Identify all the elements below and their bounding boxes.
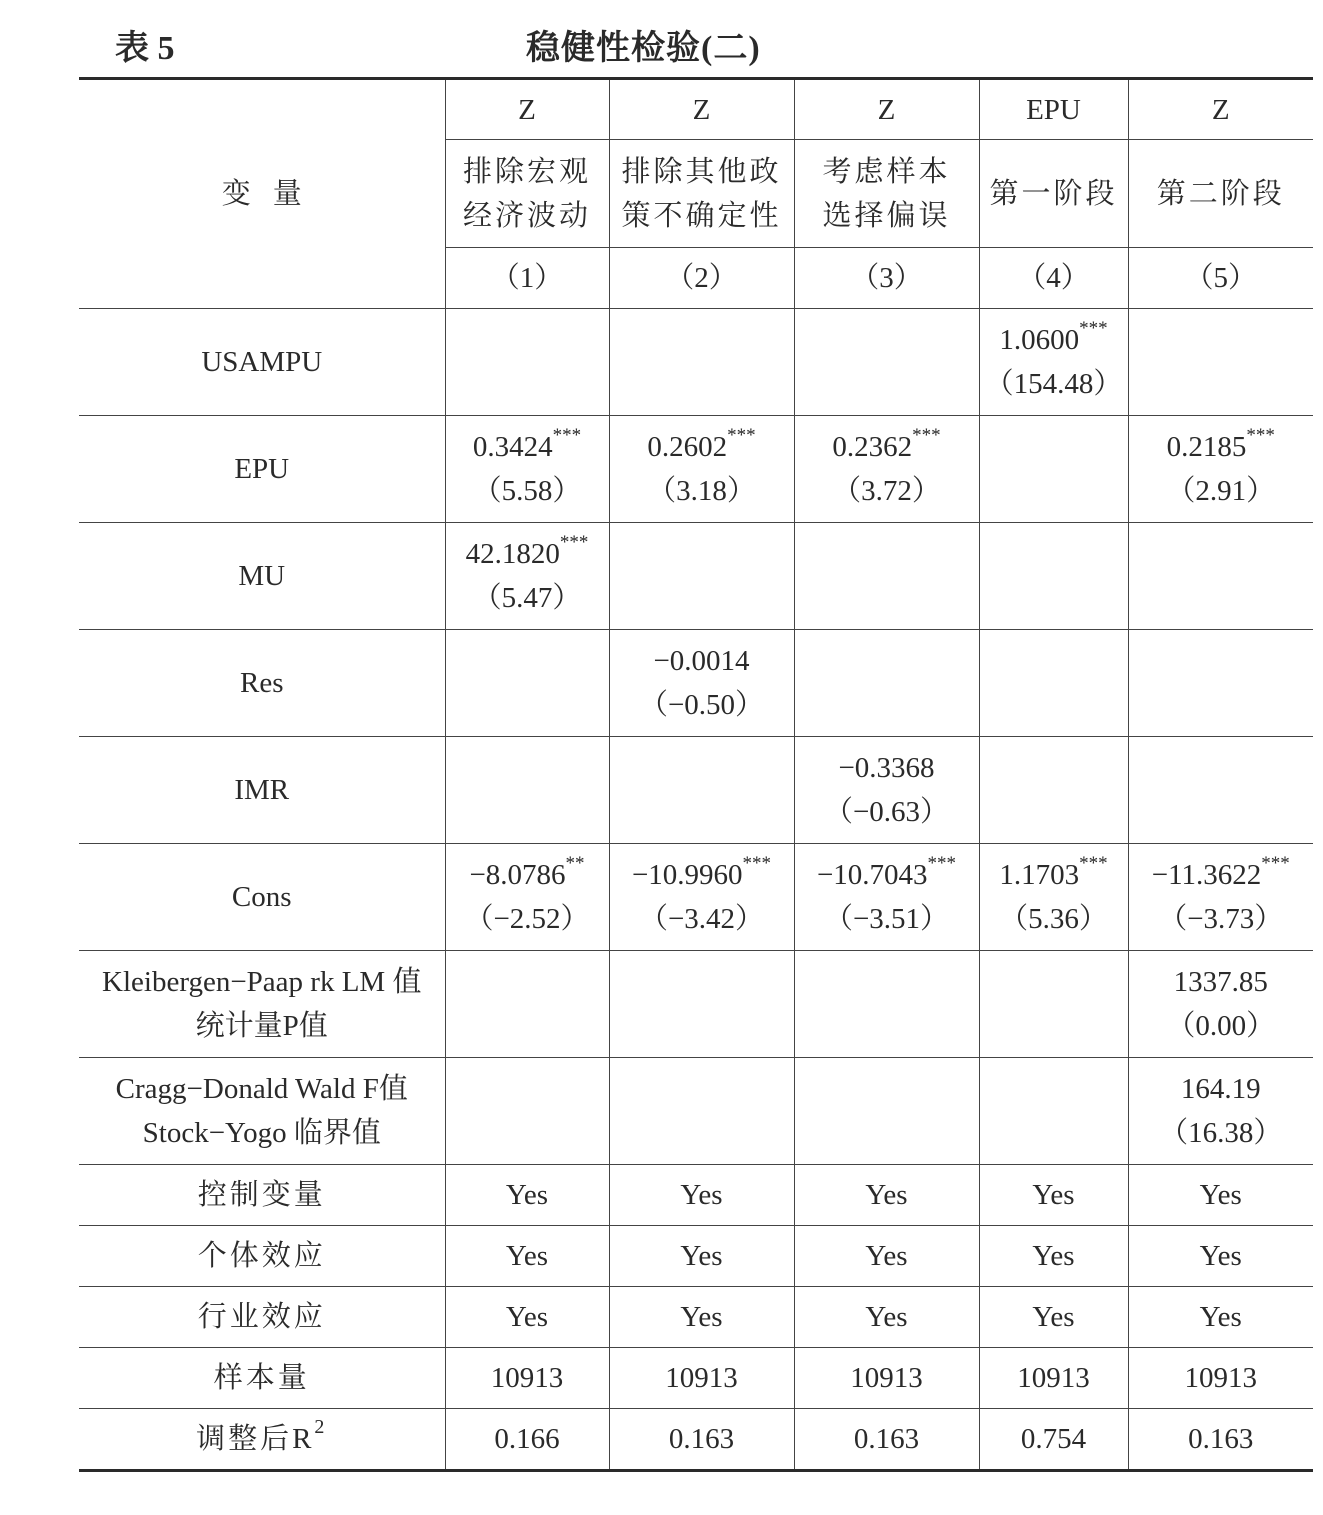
r2-value-cell <box>1128 1409 1313 1471</box>
coefficient-value: 164.19 <box>1180 1073 1261 1105</box>
column-number-cell <box>1128 248 1313 309</box>
control-value-cell <box>1128 1165 1313 1226</box>
model-description-line: 第二阶段 <box>1156 177 1285 210</box>
dep-var-cell <box>794 79 979 140</box>
row-label: EPU <box>234 453 290 485</box>
r2-superscript: 2 <box>314 1416 328 1439</box>
model-description-line: 排除其他政 <box>621 155 782 188</box>
t-statistic: （−3.73） <box>1158 903 1284 935</box>
control-value: Yes <box>1199 1179 1242 1211</box>
coefficient-cell <box>979 737 1128 844</box>
control-value-cell <box>609 1165 794 1226</box>
row-label-cell <box>79 309 445 416</box>
coefficient-cell <box>794 416 979 523</box>
coefficient-cell <box>609 630 794 737</box>
column-number-cell <box>445 248 609 309</box>
coefficient-value: 1.0600 <box>999 324 1080 356</box>
coefficient-value: 0.2602 <box>647 431 728 463</box>
t-statistic: （3.18） <box>647 475 756 507</box>
model-description-cell <box>445 140 609 248</box>
coefficient-line <box>795 746 979 790</box>
coefficient-cell <box>794 737 979 844</box>
coefficient-line <box>610 425 794 469</box>
control-value-cell <box>979 1165 1128 1226</box>
coefficient-cell <box>794 1058 979 1165</box>
control-value-cell <box>794 1287 979 1348</box>
control-value: 10913 <box>1017 1362 1090 1394</box>
dep-var-cell <box>979 79 1128 140</box>
control-value: Yes <box>505 1179 549 1211</box>
control-value-cell <box>979 1226 1128 1287</box>
t-statistic: （−0.50） <box>638 689 765 721</box>
coefficient-value: 0.2185 <box>1166 431 1247 463</box>
control-value: 10913 <box>490 1362 564 1394</box>
table-title: 稳健性检验(二) <box>526 30 761 67</box>
control-value-cell <box>609 1348 794 1409</box>
model-description-cell <box>1128 140 1313 248</box>
model-description-line: 考虑样本 <box>822 155 951 188</box>
coefficient-value: −0.3368 <box>838 752 935 784</box>
control-value-cell <box>1128 1226 1313 1287</box>
t-statistic: （−0.63） <box>823 796 950 828</box>
regression-table <box>79 77 1313 1472</box>
row-label-cell <box>79 1348 445 1409</box>
dep-var-label: EPU <box>1026 93 1081 126</box>
coefficient-cell <box>1128 416 1313 523</box>
coefficient-line <box>610 853 794 897</box>
t-statistic: （−3.51） <box>823 903 950 935</box>
row-label: Kleibergen−Paap rk LM 值 <box>102 966 422 998</box>
model-description-cell <box>609 140 794 248</box>
row-label-cell <box>79 844 445 951</box>
row-label: 调整后R <box>196 1423 315 1455</box>
row-label: Cragg−Donald Wald F值 <box>115 1073 408 1105</box>
control-row <box>79 1348 1313 1409</box>
coefficient-cell <box>794 844 979 951</box>
model-description-cell <box>979 140 1128 248</box>
model-description-line: 第一阶段 <box>989 177 1118 210</box>
row-label-cell <box>79 1058 445 1165</box>
control-value-cell <box>794 1165 979 1226</box>
row-label-cell <box>79 416 445 523</box>
coefficient-cell <box>609 951 794 1058</box>
coefficient-cell <box>609 844 794 951</box>
coefficient-value: −10.7043 <box>816 859 928 891</box>
coefficient-cell <box>445 951 609 1058</box>
control-value: 10913 <box>1184 1362 1257 1394</box>
coefficient-row <box>79 1058 1313 1165</box>
control-value-cell <box>445 1348 609 1409</box>
coefficient-line <box>795 853 979 897</box>
coefficient-line <box>980 318 1128 362</box>
coefficient-cell <box>794 630 979 737</box>
model-description-cell <box>794 140 979 248</box>
coefficient-value: −8.0786 <box>469 859 566 891</box>
column-number: （4） <box>1017 262 1090 294</box>
control-value-cell <box>445 1226 609 1287</box>
t-statistic: （5.47） <box>472 582 582 614</box>
control-value: Yes <box>1199 1240 1242 1272</box>
t-statistic: （−2.52） <box>464 903 590 935</box>
coefficient-cell <box>794 951 979 1058</box>
coefficient-line <box>980 853 1128 897</box>
coefficient-line <box>446 425 609 469</box>
header-row-dep-vars <box>79 79 1313 140</box>
column-number: （2） <box>665 262 738 294</box>
dep-var-cell <box>445 79 609 140</box>
coefficient-value: 0.3424 <box>472 431 553 463</box>
control-value: Yes <box>680 1240 723 1272</box>
control-value-cell <box>609 1226 794 1287</box>
control-value: Yes <box>1032 1240 1075 1272</box>
row-label: IMR <box>234 774 290 806</box>
control-value: Yes <box>865 1240 908 1272</box>
r2-value: 0.166 <box>494 1423 560 1455</box>
coefficient-value: 0.2362 <box>832 431 913 463</box>
coefficient-cell <box>1128 1058 1313 1165</box>
coefficient-value: 1.1703 <box>999 859 1080 891</box>
r2-value-cell <box>979 1409 1128 1471</box>
significance-stars: *** <box>927 853 957 875</box>
model-description-line: 策不确定性 <box>621 199 782 232</box>
coefficient-cell <box>609 737 794 844</box>
coefficient-cell <box>979 309 1128 416</box>
control-row <box>79 1165 1313 1226</box>
control-value-cell <box>445 1165 609 1226</box>
r2-value: 0.754 <box>1020 1423 1087 1455</box>
column-number: （3） <box>850 262 923 294</box>
adjusted-r2-row <box>79 1409 1313 1471</box>
dep-var-label: Z <box>1211 93 1230 126</box>
r2-value: 0.163 <box>668 1423 735 1455</box>
dep-var-label: Z <box>692 93 711 126</box>
model-description-line: 经济波动 <box>462 199 591 232</box>
row-label-cell <box>79 1409 445 1471</box>
row-label: 行业效应 <box>197 1301 326 1333</box>
t-statistic: （−3.42） <box>638 903 765 935</box>
coefficient-line <box>610 639 794 683</box>
coefficient-row <box>79 523 1313 630</box>
significance-stars: *** <box>1261 853 1290 875</box>
significance-stars: *** <box>742 853 772 875</box>
dep-var-label: Z <box>877 93 896 126</box>
control-value-cell <box>445 1287 609 1348</box>
row-label-cell <box>79 1226 445 1287</box>
coefficient-line <box>1129 960 1314 1004</box>
significance-stars: *** <box>1079 853 1108 875</box>
coefficient-cell <box>979 1058 1128 1165</box>
row-label: 个体效应 <box>197 1240 326 1272</box>
control-value-cell <box>1128 1287 1313 1348</box>
coefficient-cell <box>1128 630 1313 737</box>
t-statistic: （154.48） <box>984 368 1123 400</box>
coefficient-cell <box>979 844 1128 951</box>
significance-stars: *** <box>727 425 756 447</box>
row-label: Cons <box>231 881 292 913</box>
significance-stars: ** <box>565 853 585 875</box>
coefficient-line <box>446 532 609 576</box>
row-label-cell <box>79 523 445 630</box>
control-value: Yes <box>1199 1301 1242 1333</box>
coefficient-value: −0.0014 <box>653 645 750 677</box>
significance-stars: *** <box>552 425 582 447</box>
coefficient-cell <box>1128 523 1313 630</box>
control-value-cell <box>979 1287 1128 1348</box>
r2-value-cell <box>794 1409 979 1471</box>
coefficient-cell <box>979 630 1128 737</box>
coefficient-row <box>79 630 1313 737</box>
t-statistic: （2.91） <box>1166 475 1276 507</box>
control-row <box>79 1226 1313 1287</box>
t-statistic: （5.36） <box>999 903 1108 935</box>
row-label-cell <box>79 630 445 737</box>
coefficient-row <box>79 951 1313 1058</box>
coefficient-cell <box>609 523 794 630</box>
dep-var-label: Z <box>518 93 536 126</box>
control-value: Yes <box>1032 1179 1075 1211</box>
variable-header-label: 变量 <box>221 178 324 210</box>
control-value-cell <box>794 1226 979 1287</box>
coefficient-cell <box>445 416 609 523</box>
control-value-cell <box>609 1287 794 1348</box>
significance-stars: *** <box>1246 425 1275 447</box>
coefficient-value: −11.3622 <box>1151 859 1262 891</box>
coefficient-cell <box>979 951 1128 1058</box>
coefficient-row <box>79 309 1313 416</box>
column-number-cell <box>794 248 979 309</box>
coefficient-cell <box>609 416 794 523</box>
coefficient-line <box>795 425 979 469</box>
model-description-line: 选择偏误 <box>822 199 951 232</box>
control-row <box>79 1287 1313 1348</box>
coefficient-cell <box>445 844 609 951</box>
table-number: 表 5 <box>115 30 175 67</box>
coefficient-cell <box>979 523 1128 630</box>
coefficient-line <box>1129 425 1314 469</box>
coefficient-line <box>1129 853 1314 897</box>
row-label: MU <box>238 560 286 592</box>
control-value: Yes <box>505 1240 549 1272</box>
control-value: Yes <box>505 1301 549 1333</box>
coefficient-cell <box>445 630 609 737</box>
row-label: Res <box>240 667 284 699</box>
t-statistic: （5.58） <box>472 475 582 507</box>
column-number-cell <box>979 248 1128 309</box>
coefficient-cell <box>1128 844 1313 951</box>
column-number: （5） <box>1184 262 1257 294</box>
coefficient-cell <box>445 309 609 416</box>
variable-header <box>79 79 445 309</box>
control-value: Yes <box>680 1179 723 1211</box>
control-value: Yes <box>865 1179 908 1211</box>
control-value: Yes <box>865 1301 908 1333</box>
coefficient-cell <box>445 1058 609 1165</box>
coefficient-row <box>79 737 1313 844</box>
model-description-line: 排除宏观 <box>462 155 591 188</box>
r2-value: 0.163 <box>853 1423 920 1455</box>
coefficient-cell <box>979 416 1128 523</box>
t-statistic: （16.38） <box>1159 1117 1283 1149</box>
control-value: Yes <box>680 1301 723 1333</box>
significance-stars: *** <box>912 425 941 447</box>
dep-var-cell <box>609 79 794 140</box>
r2-value-cell <box>609 1409 794 1471</box>
control-value-cell <box>979 1348 1128 1409</box>
coefficient-cell <box>794 523 979 630</box>
row-label: 统计量P值 <box>195 1010 328 1042</box>
coefficient-cell <box>609 309 794 416</box>
table-caption <box>0 14 1323 70</box>
coefficient-value: 42.1820 <box>465 538 560 570</box>
control-value: 10913 <box>665 1362 738 1394</box>
column-number: （1） <box>490 262 564 294</box>
t-statistic: （0.00） <box>1166 1010 1276 1042</box>
coefficient-cell <box>1128 737 1313 844</box>
row-label: Stock−Yogo 临界值 <box>142 1117 381 1149</box>
row-label: 控制变量 <box>197 1179 326 1211</box>
coefficient-line <box>1129 1067 1314 1111</box>
dep-var-cell <box>1128 79 1313 140</box>
control-value-cell <box>794 1348 979 1409</box>
column-number-cell <box>609 248 794 309</box>
coefficient-value: −10.9960 <box>631 859 743 891</box>
control-value: Yes <box>1032 1301 1075 1333</box>
table-body <box>79 79 1313 1471</box>
row-label-cell <box>79 737 445 844</box>
coefficient-cell <box>1128 309 1313 416</box>
row-label-cell <box>79 951 445 1058</box>
coefficient-cell <box>1128 951 1313 1058</box>
coefficient-value: 1337.85 <box>1173 966 1268 998</box>
coefficient-row <box>79 416 1313 523</box>
significance-stars: *** <box>1079 318 1108 340</box>
significance-stars: *** <box>559 532 589 554</box>
control-value-cell <box>1128 1348 1313 1409</box>
row-label-cell <box>79 1287 445 1348</box>
t-statistic: （3.72） <box>832 475 941 507</box>
r2-value: 0.163 <box>1188 1423 1254 1455</box>
row-label: 样本量 <box>213 1362 310 1394</box>
coefficient-cell <box>445 737 609 844</box>
coefficient-row <box>79 844 1313 951</box>
coefficient-cell <box>445 523 609 630</box>
row-label-cell <box>79 1165 445 1226</box>
control-value: 10913 <box>850 1362 923 1394</box>
coefficient-cell <box>794 309 979 416</box>
r2-value-cell <box>445 1409 609 1471</box>
coefficient-line <box>446 853 609 897</box>
coefficient-cell <box>609 1058 794 1165</box>
row-label: USAMPU <box>201 346 323 378</box>
